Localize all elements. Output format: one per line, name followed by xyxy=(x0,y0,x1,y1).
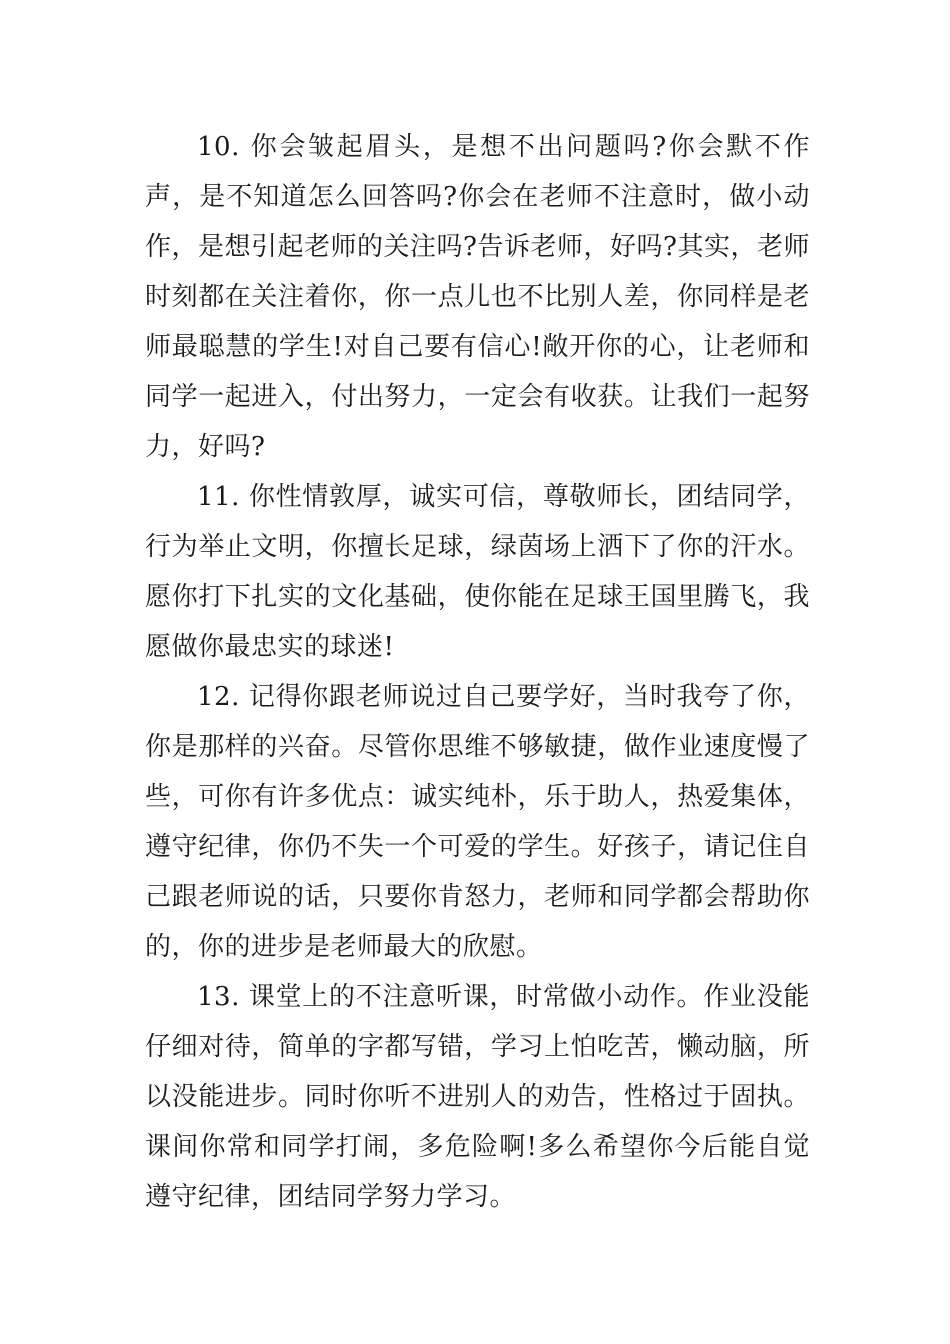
paragraph-13: 13. 课堂上的不注意听课，时常做小动作。作业没能仔细对待，简单的字都写错，学习上怕吃苦，懒动脑，所以没能进步。同时你听不进别人的劝告，性格过于固执。课间你常和同学打闹，多危险啊!多么希望你今后能自觉遵守纪律，团结同学努力学习。 xyxy=(145,982,810,1212)
paragraph-11: 11. 你性情敦厚，诚实可信，尊敬师长，团结同学，行为举止文明，你擅长足球，绿茵场上洒下了你的汗水。愿你打下扎实的文化基础，使你能在足球王国里腾飞，我愿做你最忠实的球迷! xyxy=(145,482,810,662)
paragraph-12: 12. 记得你跟老师说过自己要学好，当时我夸了你，你是那样的兴奋。尽管你思维不够敏捷，做作业速度慢了些，可你有许多优点：诚实纯朴，乐于助人，热爱集体，遵守纪律，你仍不失一个可爱的学生。好孩子，请记住自己跟老师说的话，只要你肯怒力，老师和同学都会帮助你的，你的进步是老师最大的欣慰。 xyxy=(145,682,810,962)
paragraph-10: 10. 你会皱起眉头，是想不出问题吗?你会默不作声，是不知道怎么回答吗?你会在老师不注意时，做小动作，是想引起老师的关注吗?告诉老师，好吗?其实，老师时刻都在关注着你，你一点儿也不比别人差，你同样是老师最聪慧的学生!对自己要有信心!敞开你的心，让老师和同学一起进入，付出努力，一定会有收获。让我们一起努力，好吗? xyxy=(145,132,810,462)
document-body xyxy=(145,122,810,1222)
